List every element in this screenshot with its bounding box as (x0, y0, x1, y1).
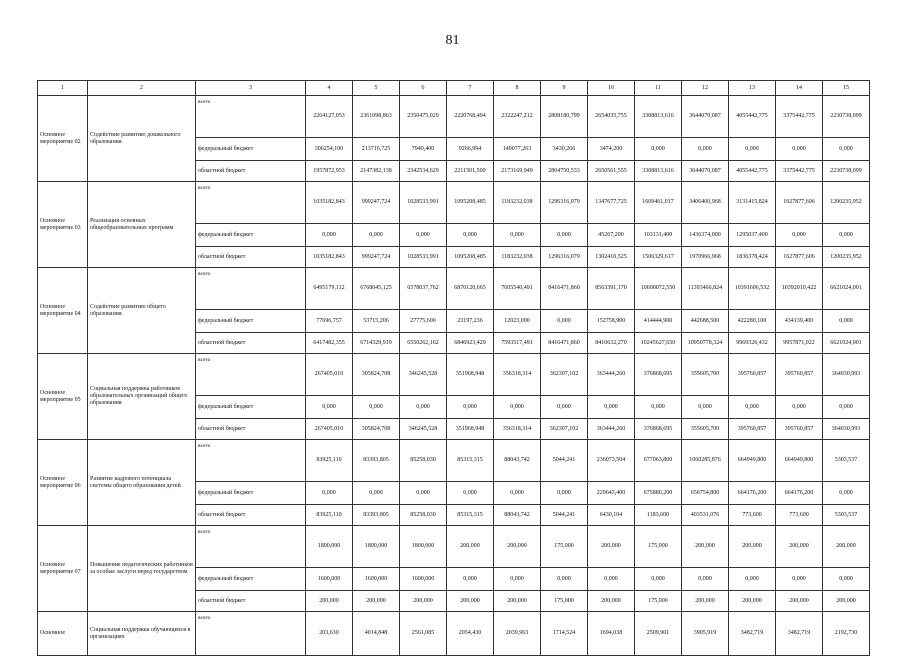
value-cell: 200,000 (588, 591, 635, 612)
value-cell: 1800,000 (353, 526, 400, 568)
source-label: всего (196, 96, 306, 138)
value-cell: 213716,725 (353, 138, 400, 161)
value-cell: 1302410,525 (588, 247, 635, 268)
table-row (38, 612, 870, 656)
value-cell: 0,000 (776, 568, 823, 591)
value-cell: 664949,800 (729, 440, 776, 482)
value-cell: 4055442,775 (729, 96, 776, 138)
value-cell: 1028533,991 (400, 182, 447, 224)
value-cell: 0,000 (635, 396, 682, 419)
value-cell: 12023,000 (494, 310, 541, 333)
value-cell: 1183232,038 (494, 247, 541, 268)
value-cell: 6417482,355 (306, 333, 353, 354)
value-cell: 395760,857 (776, 354, 823, 396)
value-cell: 0,000 (635, 138, 682, 161)
value-cell: 1627877,606 (776, 182, 823, 224)
value-cell: 1694,038 (588, 612, 635, 656)
header-cell: 11 (635, 81, 682, 96)
header-cell: 10 (588, 81, 635, 96)
value-cell: 2322247,212 (494, 96, 541, 138)
source-label: областной бюджет (196, 505, 306, 526)
value-cell: 200,000 (447, 591, 494, 612)
source-label: федеральный бюджет (196, 224, 306, 247)
value-cell: 5303,537 (823, 505, 870, 526)
value-cell: 1028533,991 (400, 247, 447, 268)
value-cell: 6621024,001 (823, 268, 870, 310)
value-cell: 0,000 (306, 482, 353, 505)
value-cell: 0,000 (823, 482, 870, 505)
value-cell: 8563391,170 (588, 268, 635, 310)
value-cell: 10245627,650 (635, 333, 682, 354)
value-cell: 10600072,550 (635, 268, 682, 310)
value-cell: 0,000 (635, 568, 682, 591)
value-cell: 2264127,053 (306, 96, 353, 138)
value-cell: 53715,206 (353, 310, 400, 333)
value-cell: 3430,266 (541, 138, 588, 161)
value-cell: 1183,600 (635, 505, 682, 526)
value-cell: 200,000 (494, 526, 541, 568)
value-cell: 0,000 (541, 310, 588, 333)
value-cell: 7605540,491 (494, 268, 541, 310)
value-cell: 395760,857 (729, 419, 776, 440)
value-cell: 0,000 (682, 568, 729, 591)
value-cell: 999247,724 (353, 247, 400, 268)
value-cell: 364030,993 (823, 419, 870, 440)
value-cell: 434139,400 (776, 310, 823, 333)
table-row (38, 182, 870, 224)
value-cell: 6846923,429 (447, 333, 494, 354)
value-cell: 200,000 (776, 591, 823, 612)
value-cell: 1600,000 (400, 568, 447, 591)
value-cell: 0,000 (306, 224, 353, 247)
value-cell: 1800,000 (400, 526, 447, 568)
value-cell: 83925,110 (306, 505, 353, 526)
value-cell: 3482,719 (729, 612, 776, 656)
value-cell: 376868,695 (635, 419, 682, 440)
value-cell: 8416471,860 (541, 333, 588, 354)
value-cell: 200,000 (400, 591, 447, 612)
value-cell: 1035182,843 (306, 247, 353, 268)
value-cell: 1600,000 (306, 568, 353, 591)
value-cell: 1506329,617 (635, 247, 682, 268)
value-cell: 0,000 (447, 396, 494, 419)
source-label: федеральный бюджет (196, 310, 306, 333)
value-cell: 0,000 (400, 396, 447, 419)
value-cell: 1970966,968 (682, 247, 729, 268)
value-cell: 3375442,775 (776, 96, 823, 138)
value-cell: 2350475,029 (400, 96, 447, 138)
header-cell: 4 (306, 81, 353, 96)
value-cell: 7593517,491 (494, 333, 541, 354)
value-cell: 664949,800 (776, 440, 823, 482)
value-cell: 0,000 (823, 310, 870, 333)
value-cell: 0,000 (729, 138, 776, 161)
value-cell: 3644070,087 (682, 96, 729, 138)
value-cell: 11393466,824 (682, 268, 729, 310)
value-cell: 88043,742 (494, 505, 541, 526)
value-cell: 83393,805 (353, 505, 400, 526)
value-cell: 403531,076 (682, 505, 729, 526)
value-cell: 442688,500 (682, 310, 729, 333)
source-label: всего (196, 354, 306, 396)
value-cell: 6768045,125 (353, 268, 400, 310)
value-cell: 3482,719 (776, 612, 823, 656)
value-cell: 4014,848 (353, 612, 400, 656)
value-cell: 229643,400 (588, 482, 635, 505)
value-cell: 0,000 (400, 224, 447, 247)
source-label: федеральный бюджет (196, 138, 306, 161)
value-cell: 773,600 (729, 505, 776, 526)
value-cell: 0,000 (588, 568, 635, 591)
value-cell: 0,000 (776, 224, 823, 247)
value-cell: 3375442,775 (776, 161, 823, 182)
table-row (38, 526, 870, 568)
value-cell: 1600,000 (353, 568, 400, 591)
source-label: всего (196, 182, 306, 224)
value-cell: 355605,700 (682, 419, 729, 440)
event-cell: Основное мероприятие 06 (38, 440, 88, 526)
value-cell: 0,000 (682, 396, 729, 419)
value-cell: 0,000 (447, 568, 494, 591)
page-number: 81 (445, 33, 460, 48)
value-cell: 362307,102 (541, 354, 588, 396)
value-cell: 267405,010 (306, 354, 353, 396)
value-cell: 175,000 (541, 591, 588, 612)
value-cell: 149077,263 (494, 138, 541, 161)
source-label: областной бюджет (196, 333, 306, 354)
event-name-cell: Социальная поддержка обучающихся в организациях (88, 612, 196, 656)
value-cell: 1183232,038 (494, 182, 541, 224)
header-cell: 15 (823, 81, 870, 96)
value-cell: 77696,757 (306, 310, 353, 333)
value-cell: 773,600 (776, 505, 823, 526)
value-cell: 2654035,755 (588, 96, 635, 138)
value-cell: 3131415,824 (729, 182, 776, 224)
source-label: всего (196, 268, 306, 310)
value-cell: 1714,524 (541, 612, 588, 656)
value-cell: 200,000 (729, 591, 776, 612)
value-cell: 376868,695 (635, 354, 682, 396)
value-cell: 2342534,629 (400, 161, 447, 182)
value-cell: 175,000 (635, 526, 682, 568)
value-cell: 2039,963 (494, 612, 541, 656)
event-cell: Основное мероприятие 02 (38, 96, 88, 182)
value-cell: 8416471,860 (541, 268, 588, 310)
header-cell: 5 (353, 81, 400, 96)
value-cell: 152758,900 (588, 310, 635, 333)
value-cell: 0,000 (823, 568, 870, 591)
value-cell: 6621024,001 (823, 333, 870, 354)
value-cell: 1609461,017 (635, 182, 682, 224)
table-header-row (38, 81, 870, 96)
value-cell: 2509,901 (635, 612, 682, 656)
value-cell: 83393,805 (353, 440, 400, 482)
value-cell: 364030,993 (823, 354, 870, 396)
value-cell: 0,000 (541, 396, 588, 419)
value-cell: 2361098,863 (353, 96, 400, 138)
value-cell: 0,000 (729, 568, 776, 591)
value-cell: 2192,730 (823, 612, 870, 656)
value-cell: 0,000 (776, 396, 823, 419)
value-cell: 2808180,799 (541, 96, 588, 138)
value-cell: 1060285,876 (682, 440, 729, 482)
value-cell: 664176,200 (729, 482, 776, 505)
header-cell: 7 (447, 81, 494, 96)
value-cell: 6714329,919 (353, 333, 400, 354)
budget-table (37, 80, 870, 656)
value-cell: 27775,600 (400, 310, 447, 333)
value-cell: 200,000 (729, 526, 776, 568)
value-cell: 3308813,616 (635, 161, 682, 182)
event-cell: Основное мероприятие 07 (38, 526, 88, 612)
value-cell: 6430,104 (588, 505, 635, 526)
value-cell: 267405,010 (306, 419, 353, 440)
value-cell: 1095208,485 (447, 247, 494, 268)
value-cell: 0,000 (823, 396, 870, 419)
value-cell: 3905,919 (682, 612, 729, 656)
value-cell: 45267,200 (588, 224, 635, 247)
value-cell: 363444,260 (588, 419, 635, 440)
value-cell: 677063,800 (635, 440, 682, 482)
value-cell: 3308813,616 (635, 96, 682, 138)
value-cell: 85258,030 (400, 440, 447, 482)
value-cell: 0,000 (541, 224, 588, 247)
source-label: всего (196, 526, 306, 568)
value-cell: 85315,315 (447, 440, 494, 482)
value-cell: 85315,315 (447, 505, 494, 526)
table-row (38, 268, 870, 310)
value-cell: 1200235,952 (823, 182, 870, 224)
value-cell: 103131,400 (635, 224, 682, 247)
header-cell: 3 (196, 81, 306, 96)
value-cell: 2147382,138 (353, 161, 400, 182)
value-cell: 0,000 (494, 224, 541, 247)
value-cell: 356318,314 (494, 419, 541, 440)
value-cell: 10392010,422 (776, 268, 823, 310)
value-cell: 8410632,270 (588, 333, 635, 354)
source-label: областной бюджет (196, 161, 306, 182)
event-name-cell: Социальная поддержка работников образовательных организаций общего образования (88, 354, 196, 440)
value-cell: 0,000 (353, 396, 400, 419)
value-cell: 0,000 (682, 138, 729, 161)
table-row (38, 440, 870, 482)
value-cell: 306254,100 (306, 138, 353, 161)
value-cell: 2220768,494 (447, 96, 494, 138)
header-cell: 6 (400, 81, 447, 96)
table-body (38, 81, 870, 656)
value-cell: 5303,537 (823, 440, 870, 482)
value-cell: 200,000 (353, 591, 400, 612)
value-cell: 203,630 (306, 612, 353, 656)
value-cell: 5044,241 (541, 440, 588, 482)
value-cell: 3644070,087 (682, 161, 729, 182)
value-cell: 2054,430 (447, 612, 494, 656)
value-cell: 351968,948 (447, 354, 494, 396)
source-label: областной бюджет (196, 591, 306, 612)
source-label: федеральный бюджет (196, 396, 306, 419)
source-label: областной бюджет (196, 247, 306, 268)
value-cell: 5044,241 (541, 505, 588, 526)
value-cell: 3474,200 (588, 138, 635, 161)
value-cell: 1035182,843 (306, 182, 353, 224)
value-cell: 200,000 (588, 526, 635, 568)
value-cell: 200,000 (682, 591, 729, 612)
value-cell: 0,000 (447, 224, 494, 247)
source-label: областной бюджет (196, 419, 306, 440)
event-name-cell: Содействие развитию дошкольного образования (88, 96, 196, 182)
value-cell: 305824,708 (353, 419, 400, 440)
value-cell: 1296316,079 (541, 247, 588, 268)
value-cell: 0,000 (588, 396, 635, 419)
value-cell: 7940,400 (400, 138, 447, 161)
event-cell: Основное мероприятие 03 (38, 182, 88, 268)
value-cell: 355605,700 (682, 354, 729, 396)
header-cell: 13 (729, 81, 776, 96)
header-cell: 8 (494, 81, 541, 96)
event-cell: Основное мероприятие 05 (38, 354, 88, 440)
event-name-cell: Реализация основных общеобразовательных программ (88, 182, 196, 268)
value-cell: 0,000 (776, 138, 823, 161)
value-cell: 0,000 (823, 224, 870, 247)
value-cell: 1095208,485 (447, 182, 494, 224)
value-cell: 664176,200 (776, 482, 823, 505)
value-cell: 200,000 (494, 591, 541, 612)
value-cell: 2230738,099 (823, 96, 870, 138)
event-name-cell: Повышение педагогических работников за особые заслуги перед государством (88, 526, 196, 612)
value-cell: 0,000 (353, 224, 400, 247)
value-cell: 2211501,500 (447, 161, 494, 182)
header-cell: 2 (88, 81, 196, 96)
value-cell: 0,000 (494, 568, 541, 591)
value-cell: 10950778,324 (682, 333, 729, 354)
value-cell: 6550262,162 (400, 333, 447, 354)
value-cell: 6870120,665 (447, 268, 494, 310)
value-cell: 85258,030 (400, 505, 447, 526)
value-cell: 6495179,112 (306, 268, 353, 310)
table-row (38, 354, 870, 396)
value-cell: 175,000 (635, 591, 682, 612)
source-label: федеральный бюджет (196, 568, 306, 591)
value-cell: 356318,314 (494, 354, 541, 396)
event-name-cell: Развитие кадрового потенциала системы общего образования детей (88, 440, 196, 526)
value-cell: 3406400,968 (682, 182, 729, 224)
value-cell: 0,000 (729, 396, 776, 419)
value-cell: 23197,236 (447, 310, 494, 333)
event-cell: Основное (38, 612, 88, 656)
value-cell: 10391606,532 (729, 268, 776, 310)
value-cell: 0,000 (447, 482, 494, 505)
value-cell: 1347677,725 (588, 182, 635, 224)
value-cell: 362307,102 (541, 419, 588, 440)
value-cell: 305824,708 (353, 354, 400, 396)
value-cell: 2804750,533 (541, 161, 588, 182)
value-cell: 200,000 (823, 591, 870, 612)
value-cell: 88043,742 (494, 440, 541, 482)
value-cell: 351968,948 (447, 419, 494, 440)
value-cell: 1627877,606 (776, 247, 823, 268)
value-cell: 1957872,953 (306, 161, 353, 182)
value-cell: 1200235,952 (823, 247, 870, 268)
value-cell: 236073,504 (588, 440, 635, 482)
value-cell: 200,000 (447, 526, 494, 568)
value-cell: 2173169,949 (494, 161, 541, 182)
source-label: всего (196, 440, 306, 482)
value-cell: 200,000 (682, 526, 729, 568)
value-cell: 1836378,424 (729, 247, 776, 268)
value-cell: 363444,260 (588, 354, 635, 396)
value-cell: 0,000 (823, 138, 870, 161)
value-cell: 1295037,400 (729, 224, 776, 247)
value-cell: 200,000 (823, 526, 870, 568)
value-cell: 9266,994 (447, 138, 494, 161)
value-cell: 2561,085 (400, 612, 447, 656)
value-cell: 9969326,432 (729, 333, 776, 354)
header-cell: 12 (682, 81, 729, 96)
header-cell: 14 (776, 81, 823, 96)
value-cell: 656754,800 (682, 482, 729, 505)
value-cell: 999247,724 (353, 182, 400, 224)
value-cell: 1436374,000 (682, 224, 729, 247)
value-cell: 422280,100 (729, 310, 776, 333)
value-cell: 4055442,775 (729, 161, 776, 182)
header-cell: 9 (541, 81, 588, 96)
source-label: федеральный бюджет (196, 482, 306, 505)
value-cell: 0,000 (400, 482, 447, 505)
value-cell: 0,000 (353, 482, 400, 505)
value-cell: 0,000 (541, 482, 588, 505)
value-cell: 2230738,099 (823, 161, 870, 182)
value-cell: 83925,110 (306, 440, 353, 482)
value-cell: 346245,528 (400, 419, 447, 440)
value-cell: 0,000 (494, 482, 541, 505)
value-cell: 200,000 (776, 526, 823, 568)
value-cell: 9957871,022 (776, 333, 823, 354)
value-cell: 1296316,079 (541, 182, 588, 224)
value-cell: 1800,000 (306, 526, 353, 568)
value-cell: 2650561,555 (588, 161, 635, 182)
value-cell: 0,000 (306, 396, 353, 419)
value-cell: 6578037,762 (400, 268, 447, 310)
event-cell: Основное мероприятие 04 (38, 268, 88, 354)
value-cell: 175,000 (541, 526, 588, 568)
value-cell: 395760,857 (776, 419, 823, 440)
value-cell: 0,000 (494, 396, 541, 419)
value-cell: 0,000 (541, 568, 588, 591)
value-cell: 675880,200 (635, 482, 682, 505)
value-cell: 200,000 (306, 591, 353, 612)
value-cell: 346245,528 (400, 354, 447, 396)
event-name-cell: Содействие развитию общего образования (88, 268, 196, 354)
table-row (38, 96, 870, 138)
value-cell: 414444,900 (635, 310, 682, 333)
source-label: всего (196, 612, 306, 656)
header-cell: 1 (38, 81, 88, 96)
value-cell: 395760,857 (729, 354, 776, 396)
